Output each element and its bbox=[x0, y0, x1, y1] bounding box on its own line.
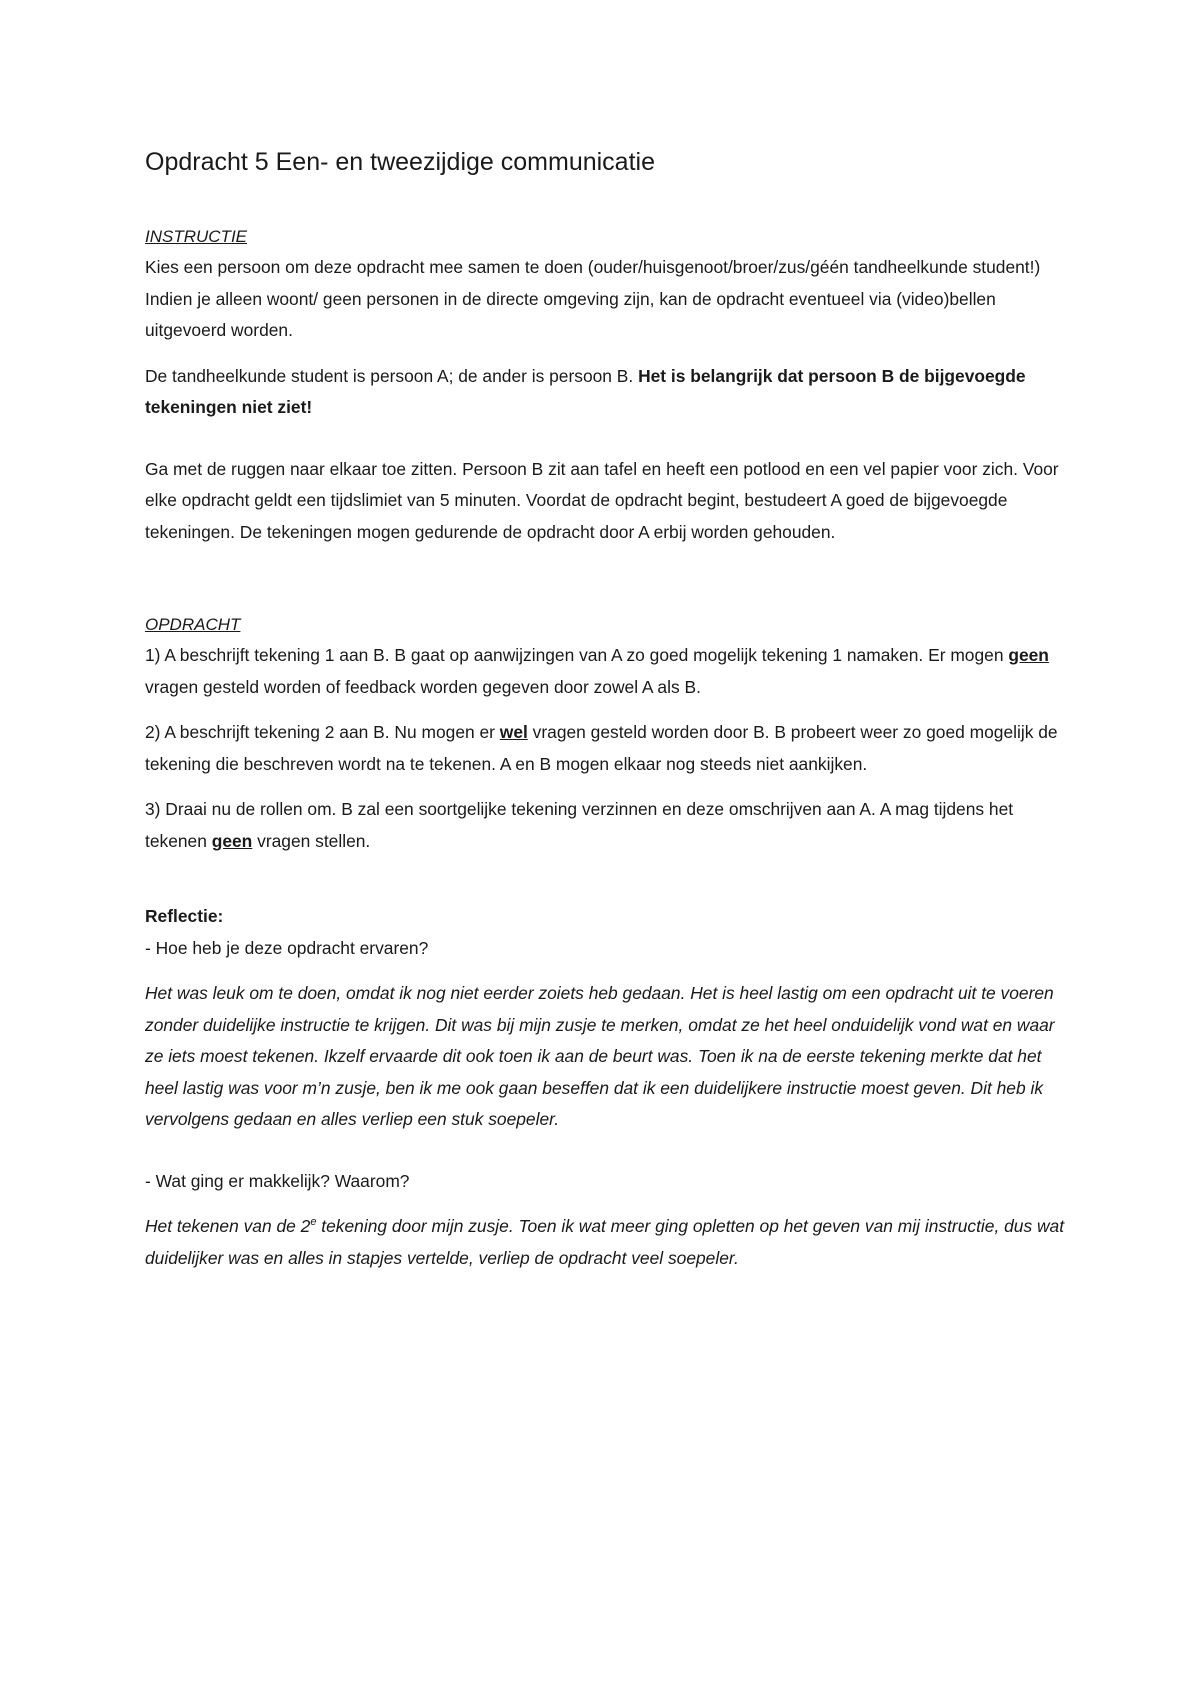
opdracht-label: OPDRACHT bbox=[145, 615, 241, 634]
reflectie-question-1: - Hoe heb je deze opdracht ervaren? bbox=[145, 937, 429, 958]
document-title: Opdracht 5 Een- en tweezijdige communicatie bbox=[145, 148, 655, 176]
step2-emphasis: wel bbox=[499, 722, 528, 742]
opdracht-step-1 bbox=[145, 640, 1065, 703]
step1-emphasis: geen bbox=[1008, 645, 1049, 665]
instructie-label: INSTRUCTIE bbox=[145, 227, 247, 246]
opdracht-step-2 bbox=[145, 717, 1065, 780]
step3-emphasis: geen bbox=[211, 830, 253, 851]
document-page bbox=[145, 146, 1065, 1274]
opdracht-step-3 bbox=[145, 794, 1065, 857]
step2-text-a: 2) A beschrijft tekening 2 aan B. Nu mogen er bbox=[145, 722, 500, 742]
reflectie-answer-2 bbox=[145, 1211, 1065, 1274]
instructie-paragraph-3: Ga met de ruggen naar elkaar toe zitten. Persoon B zit aan tafel en heeft een potlood en een vel papier voor zich. Voor elke opdracht geldt een tijdslimiet van 5 minuten. Voordat de opdracht begint, bestudeert A goed de bijgevoegde tekeningen. De tekeningen mogen gedurende de opdracht door A erbij worden gehouden. bbox=[145, 458, 1059, 542]
answer2-text-b: tekening door mijn zusje. Toen ik wat meer ging opletten op het geven van mij instructie, dus wat duidelijker was en alles in stapjes vertelde, verliep de opdracht veel soepeler. bbox=[145, 1216, 1065, 1268]
step2-text-b: vragen gesteld worden door B. B probeert weer zo goed mogelijk de tekening die beschreven wordt na te tekenen. A en B mogen elkaar nog steeds niet aankijken. bbox=[145, 722, 1058, 774]
answer2-text-a: Het tekenen van de 2 bbox=[145, 1216, 311, 1236]
step3-text-a: 3) Draai nu de rollen om. B zal een soortgelijke tekening verzinnen en deze omschrijven aan A. A mag tijdens het tekenen bbox=[145, 799, 1014, 851]
instructie-p2-bold: Het is belangrijk dat persoon B de bijgevoegde tekeningen niet ziet! bbox=[145, 365, 1026, 417]
step3-text-b: vragen stellen. bbox=[252, 830, 371, 851]
answer2-superscript: e bbox=[310, 1216, 317, 1229]
step1-text-a: 1) A beschrijft tekening 1 aan B. B gaat op aanwijzingen van A zo goed mogelijk tekening 1 namaken. Er mogen bbox=[145, 645, 1009, 665]
step1-text-b: vragen gesteld worden of feedback worden gegeven door zowel A als B. bbox=[145, 676, 701, 697]
reflectie-question-2: - Wat ging er makkelijk? Waarom? bbox=[145, 1170, 410, 1191]
reflectie-label: Reflectie: bbox=[145, 906, 224, 926]
instructie-paragraph-2 bbox=[145, 361, 1065, 424]
instructie-paragraph-1: Kies een persoon om deze opdracht mee samen te doen (ouder/huisgenoot/broer/zus/géén tandheelkunde student!) Indien je alleen woont/ geen personen in de directe omgeving zijn, kan de opdracht eventueel via (video)bellen uitgevoerd worden. bbox=[145, 257, 1041, 340]
instructie-p2-normal: De tandheelkunde student is persoon A; de ander is persoon B. bbox=[145, 365, 639, 386]
reflectie-answer-1: Het was leuk om te doen, omdat ik nog niet eerder zoiets heb gedaan. Het is heel lastig om een opdracht uit te voeren zonder duidelijke instructie te krijgen. Dit was bij mijn zusje te merken, omdat ze het heel onduidelijk vond wat en waar ze iets moest tekenen. Ikzelf ervaarde dit ook toen ik aan de beurt was. Toen ik na de eerste tekening merkte dat het heel lastig was voor m’n zusje, ben ik me ook gaan beseffen dat ik een duidelijkere instructie moest geven. Dit heb ik vervolgens gedaan en alles verliep een stuk soepeler. bbox=[145, 983, 1055, 1129]
